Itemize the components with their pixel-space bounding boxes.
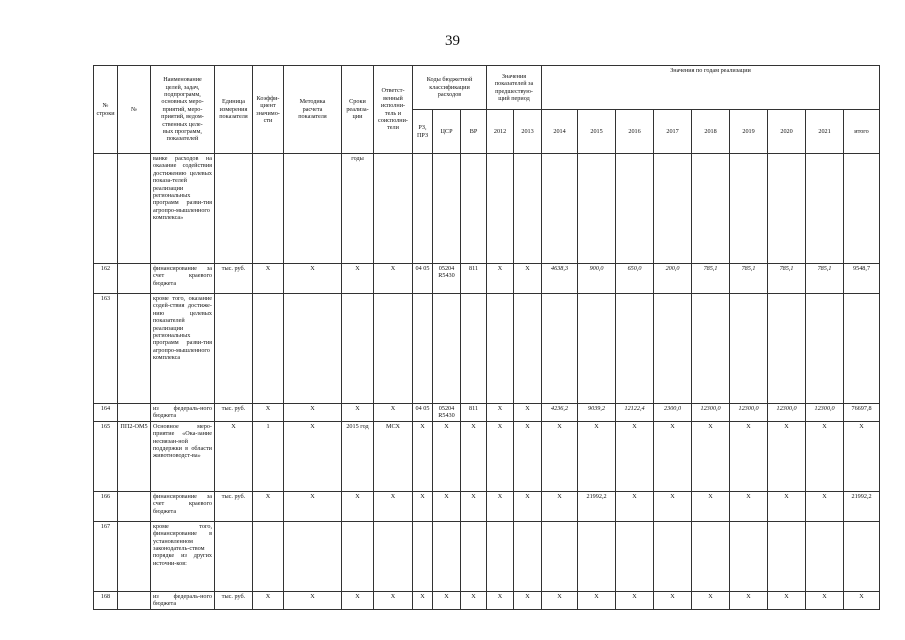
row-number-cell: 163: [94, 294, 118, 404]
value-2013-cell: [514, 521, 542, 591]
coefficient-cell: X: [253, 264, 284, 294]
terms-cell: годы: [342, 154, 374, 264]
terms-cell: X: [342, 591, 374, 609]
coefficient-cell: [253, 154, 284, 264]
value-2016-cell: [616, 294, 654, 404]
responsible-cell: X: [374, 591, 413, 609]
value-2018-cell: [692, 294, 730, 404]
value-2020-cell: [768, 521, 806, 591]
value-2012-cell: [487, 294, 514, 404]
table-row: [94, 264, 880, 294]
csr-code-cell: 05204 R5430: [433, 404, 461, 422]
value-2017-cell: 200,0: [654, 264, 692, 294]
value-2018-cell: 785,1: [692, 264, 730, 294]
vr-code-cell: 811: [461, 264, 487, 294]
method-cell: [284, 154, 342, 264]
header-year: 2012: [487, 110, 514, 154]
value-2018-cell: 12300,0: [692, 404, 730, 422]
value-2021-cell: [806, 521, 844, 591]
value-2017-cell: [654, 521, 692, 591]
total-value-cell: 9548,7: [844, 264, 880, 294]
value-2021-cell: 12300,0: [806, 404, 844, 422]
unit-cell: [215, 154, 253, 264]
value-2020-cell: [768, 294, 806, 404]
header-year: 2020: [768, 110, 806, 154]
header-year: 2013: [514, 110, 542, 154]
program-indicators-table: [93, 65, 880, 610]
header-year: 2019: [730, 110, 768, 154]
row-number-cell: 167: [94, 521, 118, 591]
value-2021-cell: X: [806, 491, 844, 521]
table-row: [94, 154, 880, 264]
value-2013-cell: X: [514, 591, 542, 609]
vr-code-cell: X: [461, 491, 487, 521]
value-2015-cell: X: [578, 421, 616, 491]
csr-code-cell: X: [433, 491, 461, 521]
value-2014-cell: 4638,3: [542, 264, 578, 294]
terms-cell: 2015 год: [342, 421, 374, 491]
value-2013-cell: X: [514, 404, 542, 422]
responsible-cell: X: [374, 404, 413, 422]
value-2019-cell: [730, 154, 768, 264]
csr-code-cell: [433, 294, 461, 404]
value-2021-cell: [806, 294, 844, 404]
value-2019-cell: 12300,0: [730, 404, 768, 422]
vr-code-cell: [461, 154, 487, 264]
coefficient-cell: X: [253, 404, 284, 422]
value-2019-cell: X: [730, 591, 768, 609]
unit-cell: [215, 521, 253, 591]
header-year: 2015: [578, 110, 616, 154]
header-name: Наименование целей, задач, подпрограмм, основных меро- приятий, меро- приятий, ведом- ственных целе- вых программ, показателей: [151, 66, 215, 154]
rz-code-cell: [413, 521, 433, 591]
row-number-cell: 164: [94, 404, 118, 422]
vr-code-cell: X: [461, 591, 487, 609]
rz-code-cell: [413, 154, 433, 264]
value-2014-cell: [542, 521, 578, 591]
vr-code-cell: X: [461, 421, 487, 491]
name-cell: из федераль-ного бюджета: [151, 404, 215, 422]
responsible-cell: МСХ: [374, 421, 413, 491]
unit-cell: [215, 294, 253, 404]
value-2020-cell: X: [768, 591, 806, 609]
method-cell: [284, 294, 342, 404]
header-budget-codes: Коды бюджетной классификации расходов: [413, 66, 487, 110]
row-number-cell: [94, 154, 118, 264]
value-2016-cell: X: [616, 421, 654, 491]
value-2018-cell: X: [692, 421, 730, 491]
method-cell: X: [284, 264, 342, 294]
total-value-cell: [844, 154, 880, 264]
header-method: Методика расчета показателя: [284, 66, 342, 154]
value-2014-cell: [542, 294, 578, 404]
value-2015-cell: [578, 294, 616, 404]
code-cell: ПП2-ОМ5: [118, 421, 151, 491]
terms-cell: [342, 294, 374, 404]
code-cell: [118, 404, 151, 422]
vr-code-cell: 811: [461, 404, 487, 422]
value-2017-cell: X: [654, 591, 692, 609]
rz-code-cell: 04 05: [413, 404, 433, 422]
value-2016-cell: X: [616, 591, 654, 609]
value-2018-cell: X: [692, 491, 730, 521]
table-row: [94, 404, 880, 422]
unit-cell: тыс. руб.: [215, 591, 253, 609]
terms-cell: X: [342, 264, 374, 294]
rz-code-cell: [413, 294, 433, 404]
row-number-cell: 166: [94, 491, 118, 521]
responsible-cell: [374, 154, 413, 264]
header-total: итого: [844, 110, 880, 154]
value-2012-cell: [487, 521, 514, 591]
value-2013-cell: X: [514, 264, 542, 294]
vr-code-cell: [461, 294, 487, 404]
name-cell: из федераль-ного бюджета: [151, 591, 215, 609]
coefficient-cell: 1: [253, 421, 284, 491]
code-cell: [118, 521, 151, 591]
responsible-cell: X: [374, 264, 413, 294]
value-2013-cell: X: [514, 421, 542, 491]
value-2012-cell: X: [487, 404, 514, 422]
row-number-cell: 165: [94, 421, 118, 491]
value-2015-cell: 900,0: [578, 264, 616, 294]
terms-cell: [342, 521, 374, 591]
total-value-cell: [844, 294, 880, 404]
value-2012-cell: X: [487, 491, 514, 521]
value-2012-cell: [487, 154, 514, 264]
page-number: 39: [445, 33, 460, 49]
table-row: [94, 421, 880, 491]
value-2020-cell: X: [768, 491, 806, 521]
coefficient-cell: [253, 521, 284, 591]
coefficient-cell: [253, 294, 284, 404]
value-2012-cell: X: [487, 421, 514, 491]
value-2020-cell: [768, 154, 806, 264]
csr-code-cell: [433, 521, 461, 591]
value-2017-cell: 2300,0: [654, 404, 692, 422]
value-2016-cell: 650,0: [616, 264, 654, 294]
csr-code-cell: X: [433, 591, 461, 609]
rz-code-cell: X: [413, 491, 433, 521]
value-2012-cell: X: [487, 264, 514, 294]
table-row: [94, 521, 880, 591]
value-2018-cell: [692, 521, 730, 591]
value-2015-cell: 21992,2: [578, 491, 616, 521]
value-2021-cell: X: [806, 421, 844, 491]
unit-cell: тыс. руб.: [215, 264, 253, 294]
code-cell: [118, 264, 151, 294]
value-2017-cell: [654, 294, 692, 404]
method-cell: X: [284, 404, 342, 422]
name-cell: финансирование за счет краевого бюджета: [151, 491, 215, 521]
terms-cell: X: [342, 491, 374, 521]
value-2019-cell: X: [730, 421, 768, 491]
value-2013-cell: [514, 154, 542, 264]
value-2017-cell: X: [654, 421, 692, 491]
code-cell: [118, 294, 151, 404]
header-year: 2021: [806, 110, 844, 154]
header-number: №: [118, 66, 151, 154]
total-value-cell: X: [844, 591, 880, 609]
header-year: 2018: [692, 110, 730, 154]
code-cell: [118, 591, 151, 609]
header-vr: ВР: [461, 110, 487, 154]
csr-code-cell: 05204 R5430: [433, 264, 461, 294]
csr-code-cell: [433, 154, 461, 264]
header-previous-values: Значения показателей за предшествую- щий период: [487, 66, 542, 110]
value-2015-cell: [578, 154, 616, 264]
name-cell: кроме того, оказание содей-ствия достиже-нию целевых показателей реализации региональных программ разви-тия агропро-мышленного комплекса: [151, 294, 215, 404]
value-2016-cell: [616, 154, 654, 264]
name-cell: ванке расходов на оказание содействия достижению целевых показа-телей реализации региональных программ разви-тия агропро-мышленного комплекса»: [151, 154, 215, 264]
header-coefficient: Коэффи- циент значимо- сти: [253, 66, 284, 154]
value-2019-cell: [730, 294, 768, 404]
value-2021-cell: [806, 154, 844, 264]
header-csr: ЦСР: [433, 110, 461, 154]
rz-code-cell: 04 05: [413, 264, 433, 294]
value-2018-cell: [692, 154, 730, 264]
value-2015-cell: [578, 521, 616, 591]
value-2019-cell: 785,1: [730, 264, 768, 294]
header-rz: РЗ, ПРЗ: [413, 110, 433, 154]
total-value-cell: [844, 521, 880, 591]
value-2014-cell: X: [542, 591, 578, 609]
value-2015-cell: X: [578, 591, 616, 609]
vr-code-cell: [461, 521, 487, 591]
unit-cell: тыс. руб.: [215, 491, 253, 521]
terms-cell: X: [342, 404, 374, 422]
coefficient-cell: X: [253, 591, 284, 609]
method-cell: X: [284, 591, 342, 609]
value-2014-cell: X: [542, 491, 578, 521]
header-year: 2017: [654, 110, 692, 154]
rz-code-cell: X: [413, 591, 433, 609]
total-value-cell: 76697,8: [844, 404, 880, 422]
value-2019-cell: X: [730, 491, 768, 521]
rz-code-cell: X: [413, 421, 433, 491]
value-2012-cell: X: [487, 591, 514, 609]
responsible-cell: [374, 294, 413, 404]
value-2015-cell: 9039,2: [578, 404, 616, 422]
value-2020-cell: 785,1: [768, 264, 806, 294]
coefficient-cell: X: [253, 491, 284, 521]
header-year: 2014: [542, 110, 578, 154]
header-row-number: № строки: [94, 66, 118, 154]
method-cell: X: [284, 421, 342, 491]
header-responsible: Ответст- венный исполни- тель и соисполни- тели: [374, 66, 413, 154]
code-cell: [118, 491, 151, 521]
csr-code-cell: X: [433, 421, 461, 491]
row-number-cell: 168: [94, 591, 118, 609]
value-2016-cell: 12122,4: [616, 404, 654, 422]
header-year: 2016: [616, 110, 654, 154]
method-cell: X: [284, 491, 342, 521]
name-cell: Основное меро-приятие «Ока-зание несвязан-ной поддержки в области животноводст-ва»: [151, 421, 215, 491]
name-cell: кроме того, финансирование в установленном законодатель-ством порядке из других источни-ков:: [151, 521, 215, 591]
value-2016-cell: X: [616, 491, 654, 521]
responsible-cell: [374, 521, 413, 591]
value-2014-cell: 4236,2: [542, 404, 578, 422]
value-2017-cell: X: [654, 491, 692, 521]
value-2018-cell: X: [692, 591, 730, 609]
method-cell: [284, 521, 342, 591]
table-row: [94, 491, 880, 521]
value-2021-cell: X: [806, 591, 844, 609]
value-2013-cell: X: [514, 491, 542, 521]
header-unit: Единица измерения показателя: [215, 66, 253, 154]
table-row: [94, 294, 880, 404]
value-2020-cell: X: [768, 421, 806, 491]
value-2014-cell: X: [542, 421, 578, 491]
name-cell: финансирование за счет краевого бюджета: [151, 264, 215, 294]
table-row: [94, 591, 880, 609]
value-2014-cell: [542, 154, 578, 264]
unit-cell: X: [215, 421, 253, 491]
value-2013-cell: [514, 294, 542, 404]
value-2020-cell: 12300,0: [768, 404, 806, 422]
value-2021-cell: 785,1: [806, 264, 844, 294]
unit-cell: тыс. руб.: [215, 404, 253, 422]
total-value-cell: X: [844, 421, 880, 491]
responsible-cell: X: [374, 491, 413, 521]
header-year-values: Значения по годам реализации: [542, 66, 880, 110]
row-number-cell: 162: [94, 264, 118, 294]
value-2016-cell: [616, 521, 654, 591]
value-2017-cell: [654, 154, 692, 264]
header-terms: Сроки реализа- ции: [342, 66, 374, 154]
total-value-cell: 21992,2: [844, 491, 880, 521]
code-cell: [118, 154, 151, 264]
value-2019-cell: [730, 521, 768, 591]
